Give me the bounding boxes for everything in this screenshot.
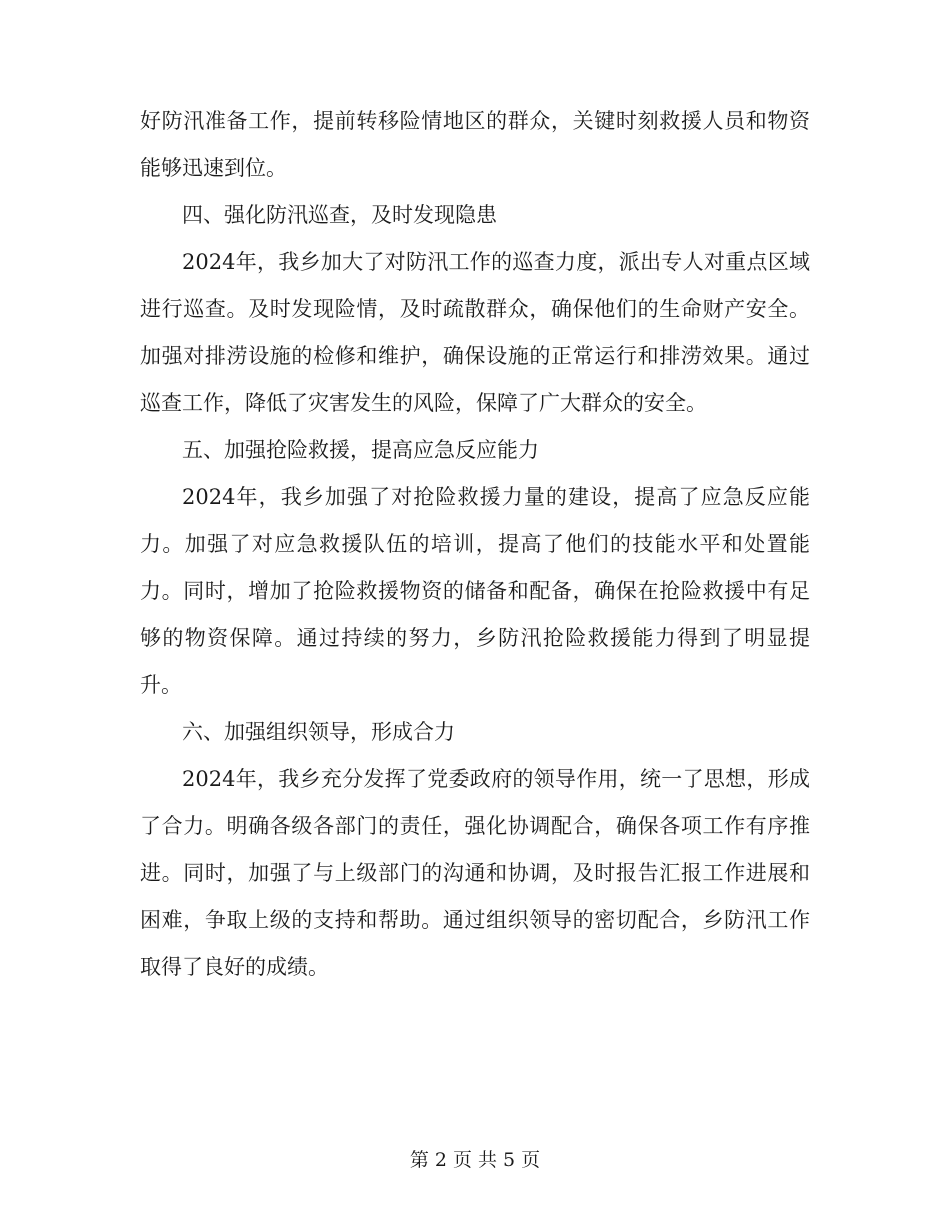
paragraph-section-4: 2024年，我乡加大了对防汛工作的巡查力度，派出专人对重点区域进行巡查。及时发现险情，及时疏散群众，确保他们的生命财产安全。加强对排涝设施的检修和维护，确保设施的正常运行和排涝效果。通过巡查工作，降低了灾害发生的风险，保障了广大群众的安全。	[140, 250, 810, 415]
section-heading-4: 四、强化防汛巡查，及时发现隐患	[182, 203, 497, 227]
paragraph-section-5: 2024年，我乡加强了对抢险救援力量的建设，提高了应急反应能力。加强了对应急救援队伍的培训，提高了他们的技能水平和处置能力。同时，增加了抢险救援物资的储备和配备，确保在抢险救援中有足够的物资保障。通过持续的努力，乡防汛抢险救援能力得到了明显提升。	[140, 485, 810, 697]
section-heading-5: 五、加强抢险救援，提高应急反应能力	[182, 438, 539, 462]
document-body	[140, 98, 810, 991]
paragraph-section-6: 2024年，我乡充分发挥了党委政府的领导作用，统一了思想，形成了合力。明确各级各部门的责任，强化协调配合，确保各项工作有序推进。同时，加强了与上级部门的沟通和协调，及时报告汇报工作进展和困难，争取上级的支持和帮助。通过组织领导的密切配合，乡防汛工作取得了良好的成绩。	[140, 767, 810, 979]
paragraph-continuation: 好防汛准备工作，提前转移险情地区的群众，关键时刻救援人员和物资能够迅速到位。	[140, 109, 810, 180]
section-heading-6: 六、加强组织领导，形成合力	[182, 720, 455, 744]
page-number-footer: 第 2 页 共 5 页	[409, 1149, 541, 1171]
